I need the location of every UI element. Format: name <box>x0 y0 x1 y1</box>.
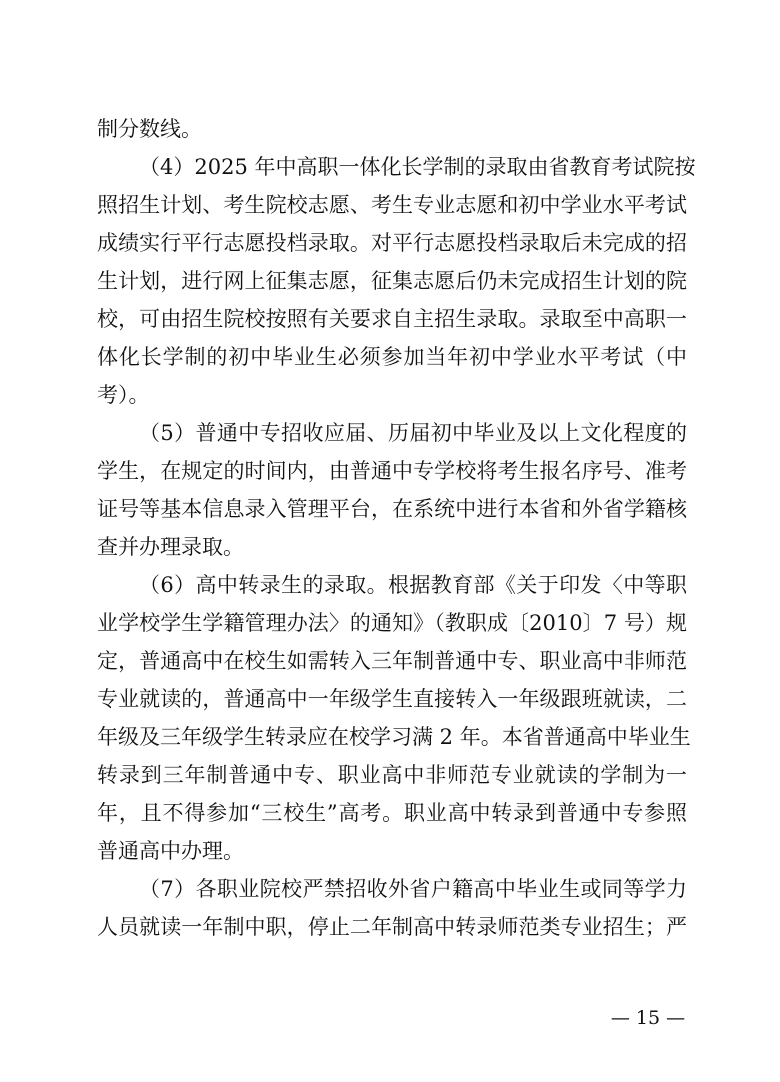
text-line: 校，可由招生院校按照有关要求自主招生录取。录取至中高职一 <box>97 307 687 331</box>
text-line: 年级及三年级学生转录应在校学习满 2 年。本省普通高中毕业生 <box>97 725 691 749</box>
text-line: 生计划，进行网上征集志愿，征集志愿后仍未完成招生计划的院 <box>97 269 687 293</box>
text-line: 普通高中办理。 <box>97 839 244 863</box>
text-line: 人员就读一年制中职，停止二年制高中转录师范类专业招生；严 <box>97 915 687 939</box>
text-line: 制分数线。 <box>97 117 202 141</box>
text-line: 体化长学制的初中毕业生必须参加当年初中学业水平考试（中 <box>97 345 687 369</box>
text-line: 证号等基本信息录入管理平台，在系统中进行本省和外省学籍核 <box>97 497 687 521</box>
paragraph-5-line: （5）普通中专招收应届、历届初中毕业及以上文化程度的 <box>139 421 687 445</box>
page-number: — 15 — <box>610 1007 686 1029</box>
text-line: 年，且不得参加“三校生”高考。职业高中转录到普通中专参照 <box>97 801 687 825</box>
paragraph-6-line: （6）高中转录生的录取。根据教育部《关于印发〈中等职 <box>139 573 687 597</box>
text-line: 成绩实行平行志愿投档录取。对平行志愿投档录取后未完成的招 <box>97 231 687 255</box>
text-line: 业学校学生学籍管理办法〉的通知》（教职成〔2010〕7 号）规 <box>97 611 687 635</box>
text-line: 考）。 <box>97 383 150 407</box>
text-line: 转录到三年制普通中专、职业高中非师范专业就读的学制为一 <box>97 763 687 787</box>
paragraph-7-line: （7）各职业院校严禁招收外省户籍高中毕业生或同等学力 <box>139 877 687 901</box>
text-line: 专业就读的，普通高中一年级学生直接转入一年级跟班就读，二 <box>97 687 687 711</box>
text-line: 学生，在规定的时间内，由普通中专学校将考生报名序号、准考 <box>97 459 687 483</box>
text-line: 照招生计划、考生院校志愿、考生专业志愿和初中学业水平考试 <box>97 193 687 217</box>
paragraph-4-line: （4）2025 年中高职一体化长学制的录取由省教育考试院按 <box>139 155 696 179</box>
text-line: 查并办理录取。 <box>97 535 244 559</box>
text-line: 定，普通高中在校生如需转入三年制普通中专、职业高中非师范 <box>97 649 687 673</box>
